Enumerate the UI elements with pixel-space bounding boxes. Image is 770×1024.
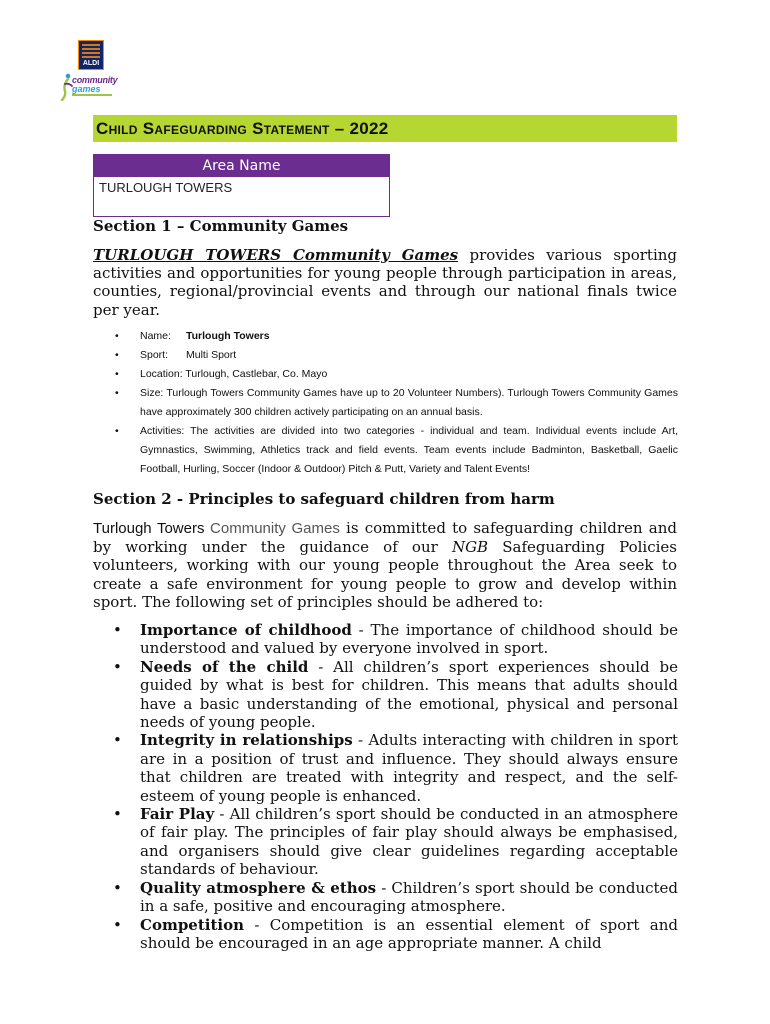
community-games-logo-icon: community games	[60, 73, 130, 101]
list-item: • Size: Turlough Towers Community Games have up to 20 Volunteer Numbers). Turlough Towers Community Games have approximately 300 children actively participating on an annual basis.	[115, 384, 678, 422]
list-item: • Fair Play - All children’s sport should be conducted in an atmosphere of fair play. The principles of fair play should always be emphasised, and organisers should give clear guidelines regarding acceptable standards of behaviour.	[113, 805, 678, 879]
page-title: Child Safeguarding Statement – 2022	[96, 118, 389, 138]
bullet-icon: •	[113, 878, 122, 897]
list-item: • Activities: The activities are divided into two categories - individual and team. Individual events include Art, Gymnastics, Swimming, Athletics track and field events. Team events include Badminton, Basketball, Gaelic Football, Hurling, Soccer (Indoor & Outdoor) Pitch & Putt, Variety and Talent Events!	[115, 422, 678, 479]
bullet-icon: •	[115, 330, 119, 342]
principles-list	[113, 621, 678, 952]
bullet-icon: •	[113, 915, 122, 934]
bullet-icon: •	[113, 805, 122, 824]
statement-title-bar	[93, 115, 677, 142]
bullet-icon: •	[115, 425, 119, 437]
list-item: • Sport: Multi Sport	[115, 346, 678, 365]
section1-heading: Section 1 – Community Games	[93, 217, 349, 235]
list-item: • Needs of the child - All children’s sport experiences should be guided by what is best for children. This means that adults should have a basic understanding of the emotional, physical and personal needs of young people.	[113, 657, 678, 732]
list-item: • Quality atmosphere & ethos - Children’s sport should be conducted in a safe, positive and encouraging atmosphere.	[113, 878, 679, 916]
bullet-icon: •	[115, 368, 119, 380]
aldi-logo-icon: ALDI	[78, 40, 104, 70]
section1-lead: TURLOUGH TOWERS Community Games	[93, 246, 459, 264]
section1-paragraph: TURLOUGH TOWERS Community Games provides various sporting activities and opportunities for young people through participation in areas, counties, regional/provincial events and through our national finals twice per year.	[93, 246, 678, 319]
bullet-icon: •	[115, 349, 119, 361]
bullet-icon: •	[115, 387, 119, 399]
list-item: • Integrity in relationships - Adults interacting with children in sport are in a position of trust and influence. They should always ensure that children are treated with integrity and respect, and the self-esteem of young people is enhanced.	[113, 731, 678, 805]
list-item: • Competition - Competition is an essential element of sport and should be encouraged in an age appropriate manner. A child	[113, 915, 678, 952]
list-item: • Importance of childhood - The importance of childhood should be understood and valued by everyone involved in sport.	[113, 621, 678, 658]
list-item: • Location: Turlough, Castlebar, Co. Mayo	[115, 365, 678, 384]
list-item: • Name: Turlough Towers	[115, 327, 678, 346]
aldi-community-games-logo	[54, 40, 130, 102]
section2-heading: Section 2 - Principles to safeguard children from harm	[93, 490, 555, 508]
bullet-icon: •	[113, 621, 122, 639]
bullet-icon: •	[113, 731, 122, 750]
bullet-icon: •	[113, 657, 122, 676]
area-name-header: Area Name	[94, 155, 389, 177]
area-details-list	[115, 327, 678, 479]
section2-intro: Turlough Towers Community Games is committed to safeguarding children and by working under the guidance of our NGB Safeguarding Policies volunteers, working with our young people throughout the Area seek to create a safe environment for young people to grow and develop within sport. The following set of principles should be adhered to:	[93, 519, 677, 611]
area-name-value: TURLOUGH TOWERS	[99, 180, 233, 195]
area-name-table	[93, 154, 390, 217]
